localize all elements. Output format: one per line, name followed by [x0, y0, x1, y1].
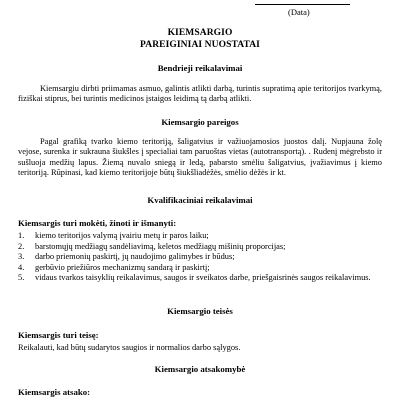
rights-text: Reikalauti, kad būtų sudarytos saugios ir normalios darbo sąlygos.: [18, 343, 241, 352]
list-item: [18, 231, 382, 242]
document-title-line2: PAREIGINIAI NUOSTATAI: [140, 40, 260, 50]
list-item-text: kiemo teritorijos valymą įvairiu metų ir paros laiku;: [35, 231, 209, 240]
rights-heading: Kiemsargio teisės: [167, 306, 233, 316]
list-item-text: gerbūvio priežiūros mechanizmų sandarą ir paskirtį;: [35, 262, 210, 272]
list-item: [18, 273, 382, 284]
date-signature-line: [255, 4, 350, 5]
qualification-heading: Kvalifikaciniai reikalavimai: [147, 195, 253, 205]
date-label: (Data): [288, 7, 310, 17]
list-item: [18, 252, 382, 263]
list-item-text: darbo priemonių paskirtį, jų naudojimo galimybes ir būdus;: [35, 252, 235, 262]
general-requirements-text: Kiemsargiu dirbti priimamas asmuo, galintis atlikti darbą, turintis supratimą apie teritorijos tvarkymą, fiziškai stiprus, bei turintis medicinos įstaigos leidimą tą darbą atlikti.: [18, 84, 382, 104]
list-item-number: 3.: [18, 252, 25, 262]
duties-text: Pagal grafiką tvarko kiemo teritoriją, šaligatvius ir važiuojamosios juostos dalį. Nupjauna žolę vejose, surenka ir sukrauna šiukšles į specialiai tam paruoštas vietas (autotransportą). . Rudenį mėgrebsto ir sušluoja medžių lapus. Žiemą nuvalo sniegą ir ledą, pabarsto smėliu šaligatvius, įvažiavimus į kiemo teritoriją. Rūpinasi, kad kiemo teritorijoje būtų šiukšliadėžės, smėlio dėžės ir kt.: [18, 137, 382, 178]
list-item-text: vidaus tvarkos taisyklių reikalavimus, saugos ir sveikatos darbe, priešgaisrinės saugos reikalavimus.: [35, 273, 371, 283]
rights-subheading: Kiemsargis turi teisę:: [18, 330, 99, 340]
responsibility-heading: Kiemsargio atsakomybė: [154, 364, 246, 374]
list-item-text: barstomųjų medžiagų sandėliavimą, keletos medžiagų mišinių proporcijas;: [35, 241, 286, 251]
list-item-number: 5.: [18, 273, 25, 283]
responsibility-subheading: Kiemsargis atsako:: [18, 387, 91, 397]
general-requirements-heading: Bendrieji reikalavimai: [157, 63, 243, 73]
list-item-number: 2.: [18, 241, 25, 251]
qualification-list: [18, 231, 382, 284]
qualification-subheading: Kiemsargis turi mokėti, žinoti ir išmanyti:: [18, 218, 177, 228]
list-item-number: 4.: [18, 262, 25, 272]
duties-heading: Kiemsargio pareigos: [161, 117, 239, 127]
list-item: [18, 242, 382, 253]
list-item-number: 1.: [18, 231, 25, 240]
list-item: [18, 263, 382, 274]
document-title-line1: KIEMSARGIO: [167, 28, 233, 38]
